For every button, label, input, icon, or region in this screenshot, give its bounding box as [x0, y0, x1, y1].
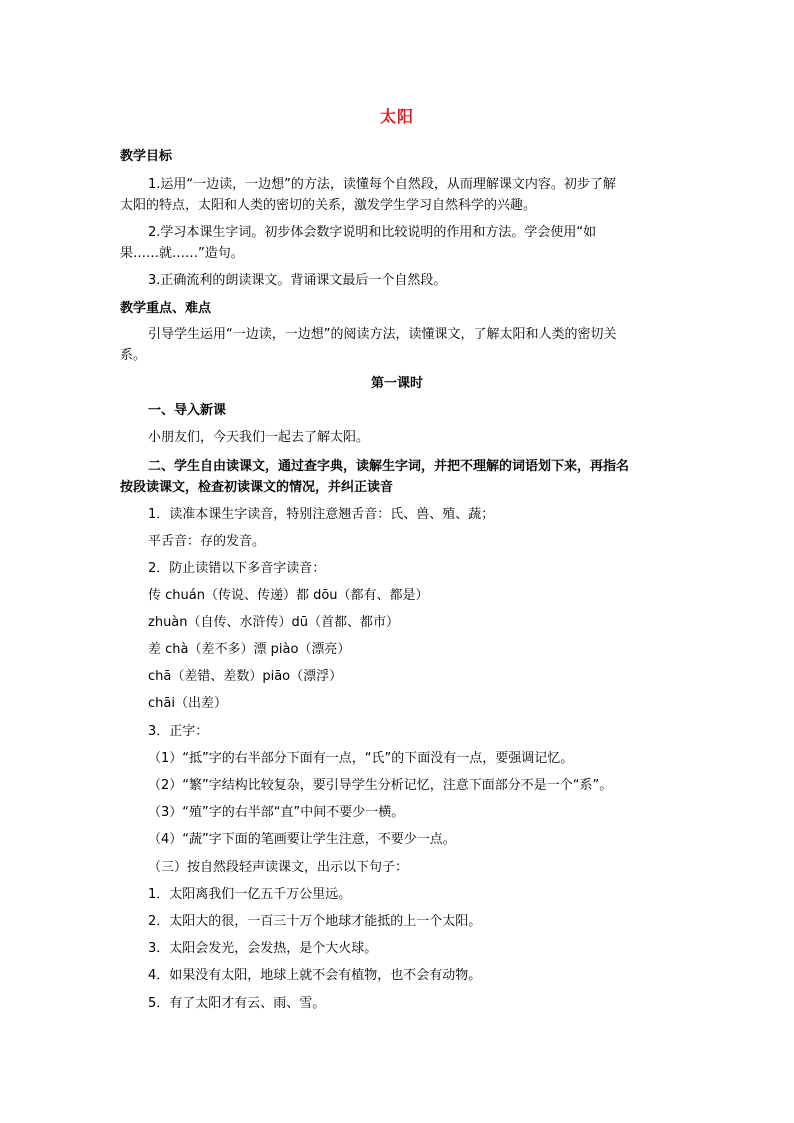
key-points-line-1: 引导学生运用“一边读，一边想”的阅读方法，读懂课文，了解太阳和人类的密切关 [148, 327, 617, 342]
correction-2: （2）“繁”字结构比较复杂，要引导学生分析记忆，注意下面部分不是一个“系”。 [148, 778, 613, 793]
sentence-3: 3．太阳会发光，会发热，是个大火球。 [148, 941, 378, 956]
sentence-1: 1．太阳离我们一亿五千万公里远。 [148, 887, 352, 902]
section-1-heading: 一、导入新课 [148, 403, 227, 418]
item-2: 2．防止读错以下多音字读音： [148, 561, 326, 576]
sentence-5: 5．有了太阳才有云、雨、雪。 [148, 996, 326, 1011]
section-2-heading-line-1: 二、学生自由读课文，通过查字典，读解生字词，并把不理解的词语划下来，再指名 [148, 459, 630, 474]
key-points-line-2: 系。 [120, 348, 147, 363]
polyphone-2: zhuàn（自传、水浒传）dū（首都、都市） [148, 615, 399, 630]
goal-1-line-2: 太阳的特点，太阳和人类的密切的关系，激发学生学习自然科学的兴趣。 [120, 198, 537, 213]
intro-text: 小朋友们，今天我们一起去了解太阳。 [148, 430, 370, 445]
document-title: 太阳 [379, 107, 414, 126]
sentence-2: 2．太阳大的很，一百三十万个地球才能抵的上一个太阳。 [148, 914, 482, 929]
heading-key-points: 教学重点、难点 [120, 301, 212, 316]
sentence-4: 4．如果没有太阳，地球上就不会有植物，也不会有动物。 [148, 968, 482, 983]
polyphone-1: 传 chuán（传说、传递）都 dōu（都有、都是） [148, 588, 429, 603]
goal-2-line-1: 2.学习本课生字词。初步体会数字说明和比较说明的作用和方法。学会使用“如 [148, 225, 597, 240]
correction-4: （4）“蔬”字下面的笔画要让学生注意，不要少一点。 [148, 832, 456, 847]
correction-3: （3）“殖”字的右半部“直”中间不要少一横。 [148, 805, 405, 820]
item-3: 3．正字： [148, 724, 209, 739]
item-1-cont: 平舌音：存的发音。 [148, 534, 266, 549]
goal-2-line-2: 果……就……”造句。 [120, 246, 244, 261]
polyphone-3: 差 chà（差不多）漂 piào（漂亮） [148, 642, 351, 657]
correction-1: （1）“抵”字的右半部分下面有一点，“氏”的下面没有一点，要强调记忆。 [148, 751, 574, 766]
heading-teaching-goals: 教学目标 [120, 149, 173, 164]
polyphone-4: chā（差错、差数）piāo（漂浮） [148, 669, 343, 684]
goal-3: 3.正确流利的朗读课文。背诵课文最后一个自然段。 [148, 273, 447, 288]
lesson-heading: 第一课时 [370, 376, 423, 391]
item-1: 1．读准本课生字读音，特别注意翘舌音：氏、兽、殖、蔬； [148, 507, 495, 522]
goal-1-line-1: 1.运用“一边读，一边想”的方法，读懂每个自然段，从而理解课文内容。初步了解 [148, 177, 616, 192]
section-2-heading-line-2: 按段读课文，检查初读课文的情况，并纠正读音 [120, 480, 394, 495]
section-3-heading: （三）按自然段轻声读课文，出示以下句子： [148, 860, 409, 875]
polyphone-5: chāi（出差） [148, 696, 227, 711]
